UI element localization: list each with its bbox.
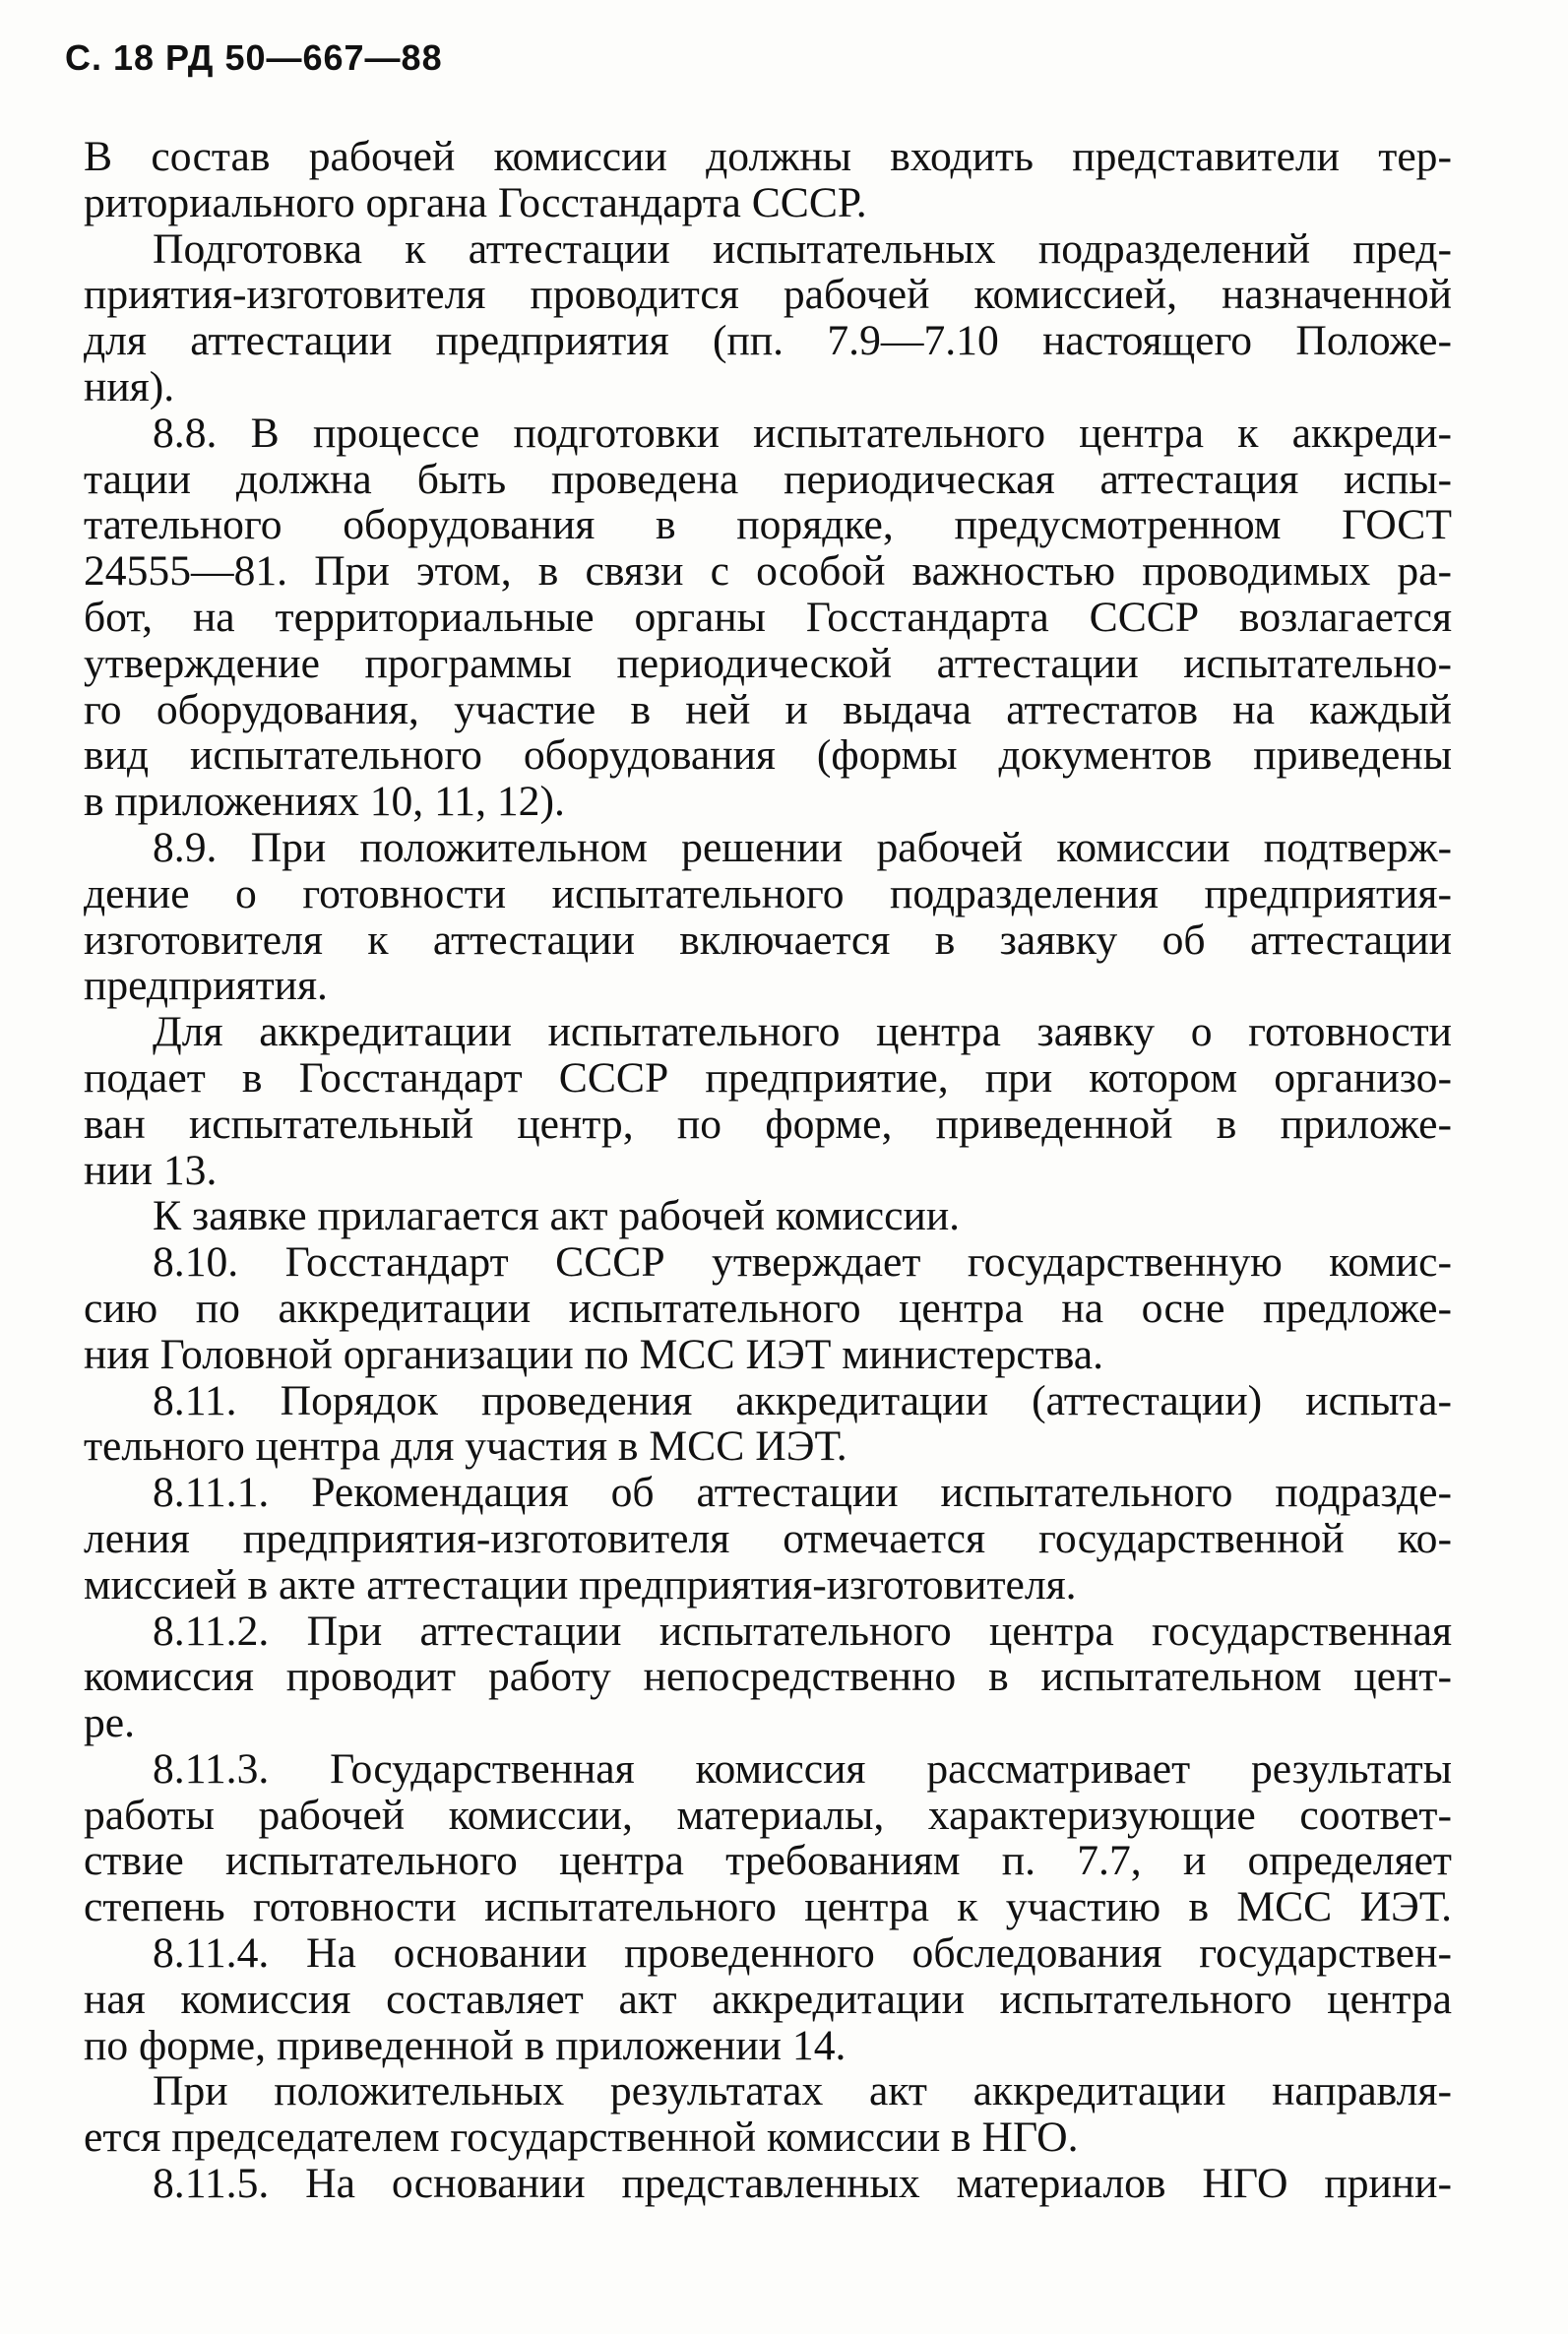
text-line: К заявке прилагается акт рабочей комиссии.	[153, 1192, 961, 1240]
text-line: При положительных результатах акт аккредитации направля-	[153, 2067, 1452, 2115]
text-line: утверждение программы периодической аттестации испытательно-	[84, 639, 1452, 687]
text-line: изготовителя к аттестации включается в заявку об аттестации	[84, 915, 1452, 964]
text-line: 24555—81. При этом, в связи с особой важностью проводимых ра-	[84, 547, 1452, 596]
text-line: ния Головной организации по МСС ИЭТ министерства.	[84, 1330, 1104, 1378]
body-text	[84, 134, 1452, 2207]
text-line: миссией в акте аттестации предприятия-изготовителя.	[84, 1560, 1077, 1609]
text-line: ления предприятия-изготовителя отмечается государственной ко-	[84, 1514, 1452, 1562]
text-line: 8.11. Порядок проведения аккредитации (аттестации) испыта-	[153, 1376, 1452, 1424]
text-line: ется председателем государственной комиссии в НГО.	[84, 2113, 1079, 2162]
text-line: 8.11.2. При аттестации испытательного центра государственная	[153, 1607, 1452, 1655]
text-line: тательного оборудования в порядке, предусмотренном ГОСТ	[84, 501, 1452, 549]
text-line: по форме, приведенной в приложении 14.	[84, 2021, 847, 2069]
text-line: подает в Госстандарт СССР предприятие, при котором организо-	[84, 1053, 1452, 1102]
text-line: предприятия.	[84, 962, 328, 1010]
text-line: нии 13.	[84, 1146, 218, 1194]
text-line: бот, на территориальные органы Госстандарта СССР возлагается	[84, 593, 1452, 641]
text-line: 8.11.1. Рекомендация об аттестации испытательного подразде-	[153, 1469, 1452, 1517]
text-line: дение о готовности испытательного подразделения предприятия-	[84, 869, 1452, 917]
text-line: 8.10. Госстандарт СССР утверждает государственную комис-	[153, 1238, 1452, 1287]
text-line: ствие испытательного центра требованиям п. 7.7, и определяет	[84, 1837, 1452, 1885]
text-line: ван испытательный центр, по форме, приведенной в приложе-	[84, 1100, 1452, 1148]
text-line: 8.11.5. На основании представленных материалов НГО прини-	[153, 2160, 1452, 2208]
text-line: в приложениях 10, 11, 12).	[84, 778, 565, 826]
text-line: тации должна быть проведена периодическая аттестация испы-	[84, 455, 1452, 503]
text-line: 8.11.3. Государственная комиссия рассматривает результаты	[153, 1744, 1452, 1793]
text-line: ния).	[84, 362, 175, 410]
text-line: 8.8. В процессе подготовки испытательного центра к аккреди-	[153, 409, 1452, 457]
text-line: 8.9. При положительном решении рабочей комиссии подтверж-	[153, 823, 1452, 871]
text-line: приятия-изготовителя проводится рабочей комиссией, назначенной	[84, 271, 1452, 319]
text-line: для аттестации предприятия (пп. 7.9—7.10 настоящего Положе-	[84, 317, 1452, 365]
running-head: С. 18 РД 50—667—88	[65, 37, 443, 78]
text-line: сию по аккредитации испытательного центра на осне предложе-	[84, 1284, 1452, 1332]
text-line: го оборудования, участие в ней и выдача аттестатов на каждый	[84, 685, 1452, 733]
text-line: ре.	[84, 1699, 136, 1747]
text-line: вид испытательного оборудования (формы документов приведены	[84, 731, 1452, 780]
text-line: работы рабочей комиссии, материалы, характеризующие соответ-	[84, 1791, 1452, 1839]
text-line: Для аккредитации испытательного центра заявку о готовности	[153, 1008, 1452, 1056]
text-line: Подготовка к аттестации испытательных подразделений пред-	[153, 224, 1452, 273]
text-line: риториального органа Госстандарта СССР.	[84, 178, 867, 226]
text-line: степень готовности испытательного центра к участию в МСС ИЭТ.	[84, 1883, 1452, 1931]
text-line: ная комиссия составляет акт аккредитации испытательного центра	[84, 1975, 1452, 2023]
text-line: тельного центра для участия в МСС ИЭТ.	[84, 1422, 847, 1471]
text-line: комиссия проводит работу непосредственно в испытательном цент-	[84, 1653, 1452, 1701]
text-line: 8.11.4. На основании проведенного обследования государствен-	[153, 1929, 1452, 1978]
text-line: В состав рабочей комиссии должны входить представители тер-	[84, 133, 1452, 180]
